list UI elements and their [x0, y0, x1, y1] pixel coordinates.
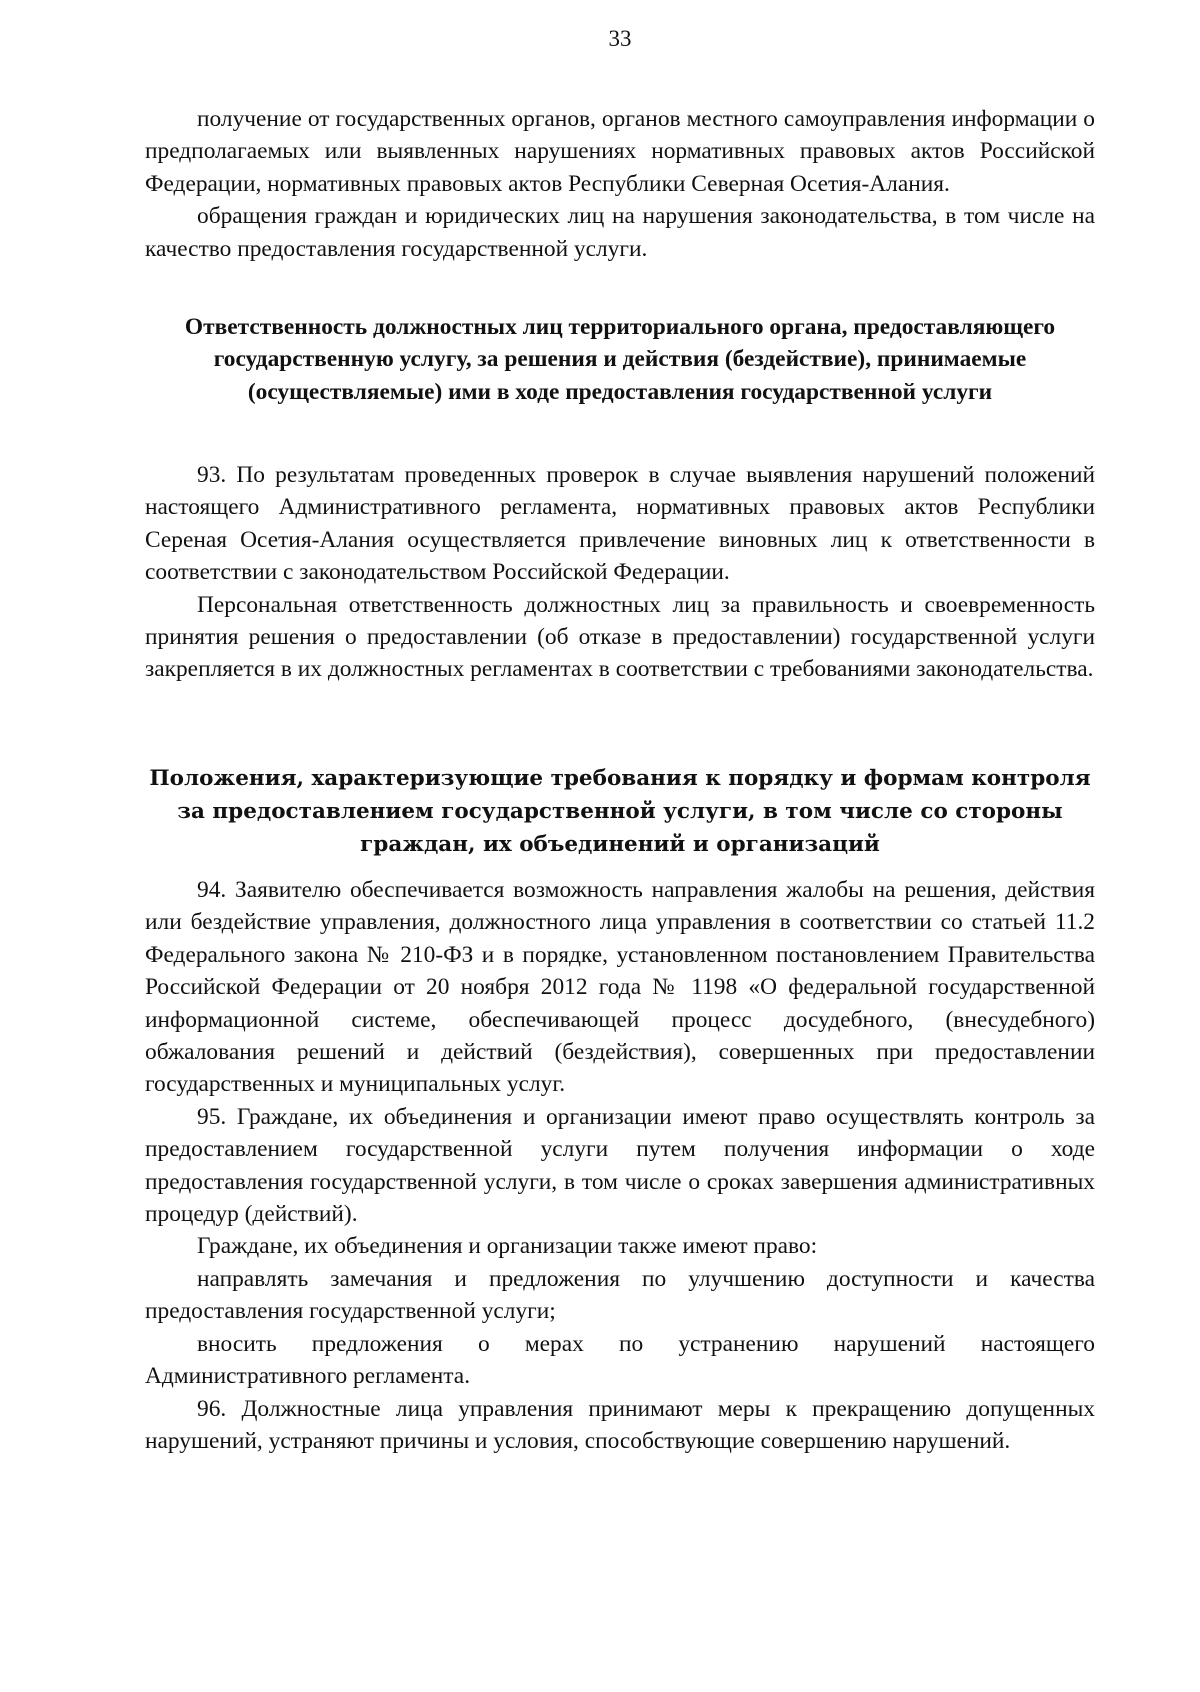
section-control: [145, 874, 1095, 1457]
paragraph-make-proposals: вносить предложения о мерах по устранению нарушений настоящего Административного регламента.: [145, 1330, 1095, 1390]
heading-control-requirements: Положения, характеризующие требования к порядку и формам контроля за предоставлением государственной услуги, в том числе со стороны граждан, их объединений и организаций: [149, 766, 1091, 857]
section-heading-control-requirements: [145, 762, 1095, 861]
paragraph-state-bodies-info: получение от государственных органов, органов местного самоуправления информации о предполагаемых или выявленных нарушениях нормативных правовых актов Российской Федерации, нормативных правовых актов Республики Северная Осетия-Алания.: [145, 106, 1095, 197]
section-heading-responsibility: [145, 311, 1095, 408]
section-monitoring-sources: [145, 103, 1095, 265]
paragraph-citizen-appeals: обращения граждан и юридических лиц на нарушения законодательства, в том числе на качество предоставления государственной услуги.: [145, 203, 1095, 262]
paragraph-95: 95. Граждане, их объединения и организации имеют право осуществлять контроль за предоставлением государственной услуги путем получения информации о ходе предоставления государственной услуги, в том числе о сроках завершения административных процедур (действий).: [145, 1103, 1095, 1228]
paragraph-93: 93. По результатам проведенных проверок в случае выявления нарушений положений настоящего Административного регламента, нормативных правовых актов Республики Сереная Осетия-Алания осуществляется привлечение виновных лиц к ответственности в соответствии с законодательством Российской Федерации.: [145, 462, 1095, 586]
paragraph-94: 94. Заявителю обеспечивается возможность направления жалобы на решения, действия или бездействие управления, должностного лица управления в соответствии со статьей 11.2 Федерального закона № 210-ФЗ и в порядке, установленном постановлением Правительства Российской Федерации от 20 ноября 2012 года № 1198 «О федеральной государственной информационной системе, обеспечивающей процесс досудебного, (внесудебного) обжалования решений и действий (бездействия), совершенных при предоставлении государственных и муниципальных услуг.: [145, 877, 1095, 1098]
heading-responsibility: Ответственность должностных лиц территориального органа, предоставляющего государственную услугу, за решения и действия (бездействие), принимаемые (осуществляемые) ими в ходе предоставления государственной услуги: [184, 314, 1056, 405]
paragraph-send-remarks: направлять замечания и предложения по улучшению доступности и качества предоставления государственной услуги;: [145, 1265, 1095, 1325]
paragraph-citizens-rights: Граждане, их объединения и организации также имеют право:: [197, 1233, 818, 1260]
section-responsibility: [145, 459, 1095, 686]
paragraph-personal-responsibility: Персональная ответственность должностных лиц за правильность и своевременность принятия решения о предоставлении (об отказе в предоставлении) государственной услуги закрепляется в их должностных регламентах в соответствии с требованиями законодательства.: [145, 591, 1095, 683]
paragraph-96: 96. Должностные лица управления принимают меры к прекращению допущенных нарушений, устраняют причины и условия, способствующие совершению нарушений.: [145, 1395, 1095, 1454]
page-number: 33: [608, 26, 632, 51]
